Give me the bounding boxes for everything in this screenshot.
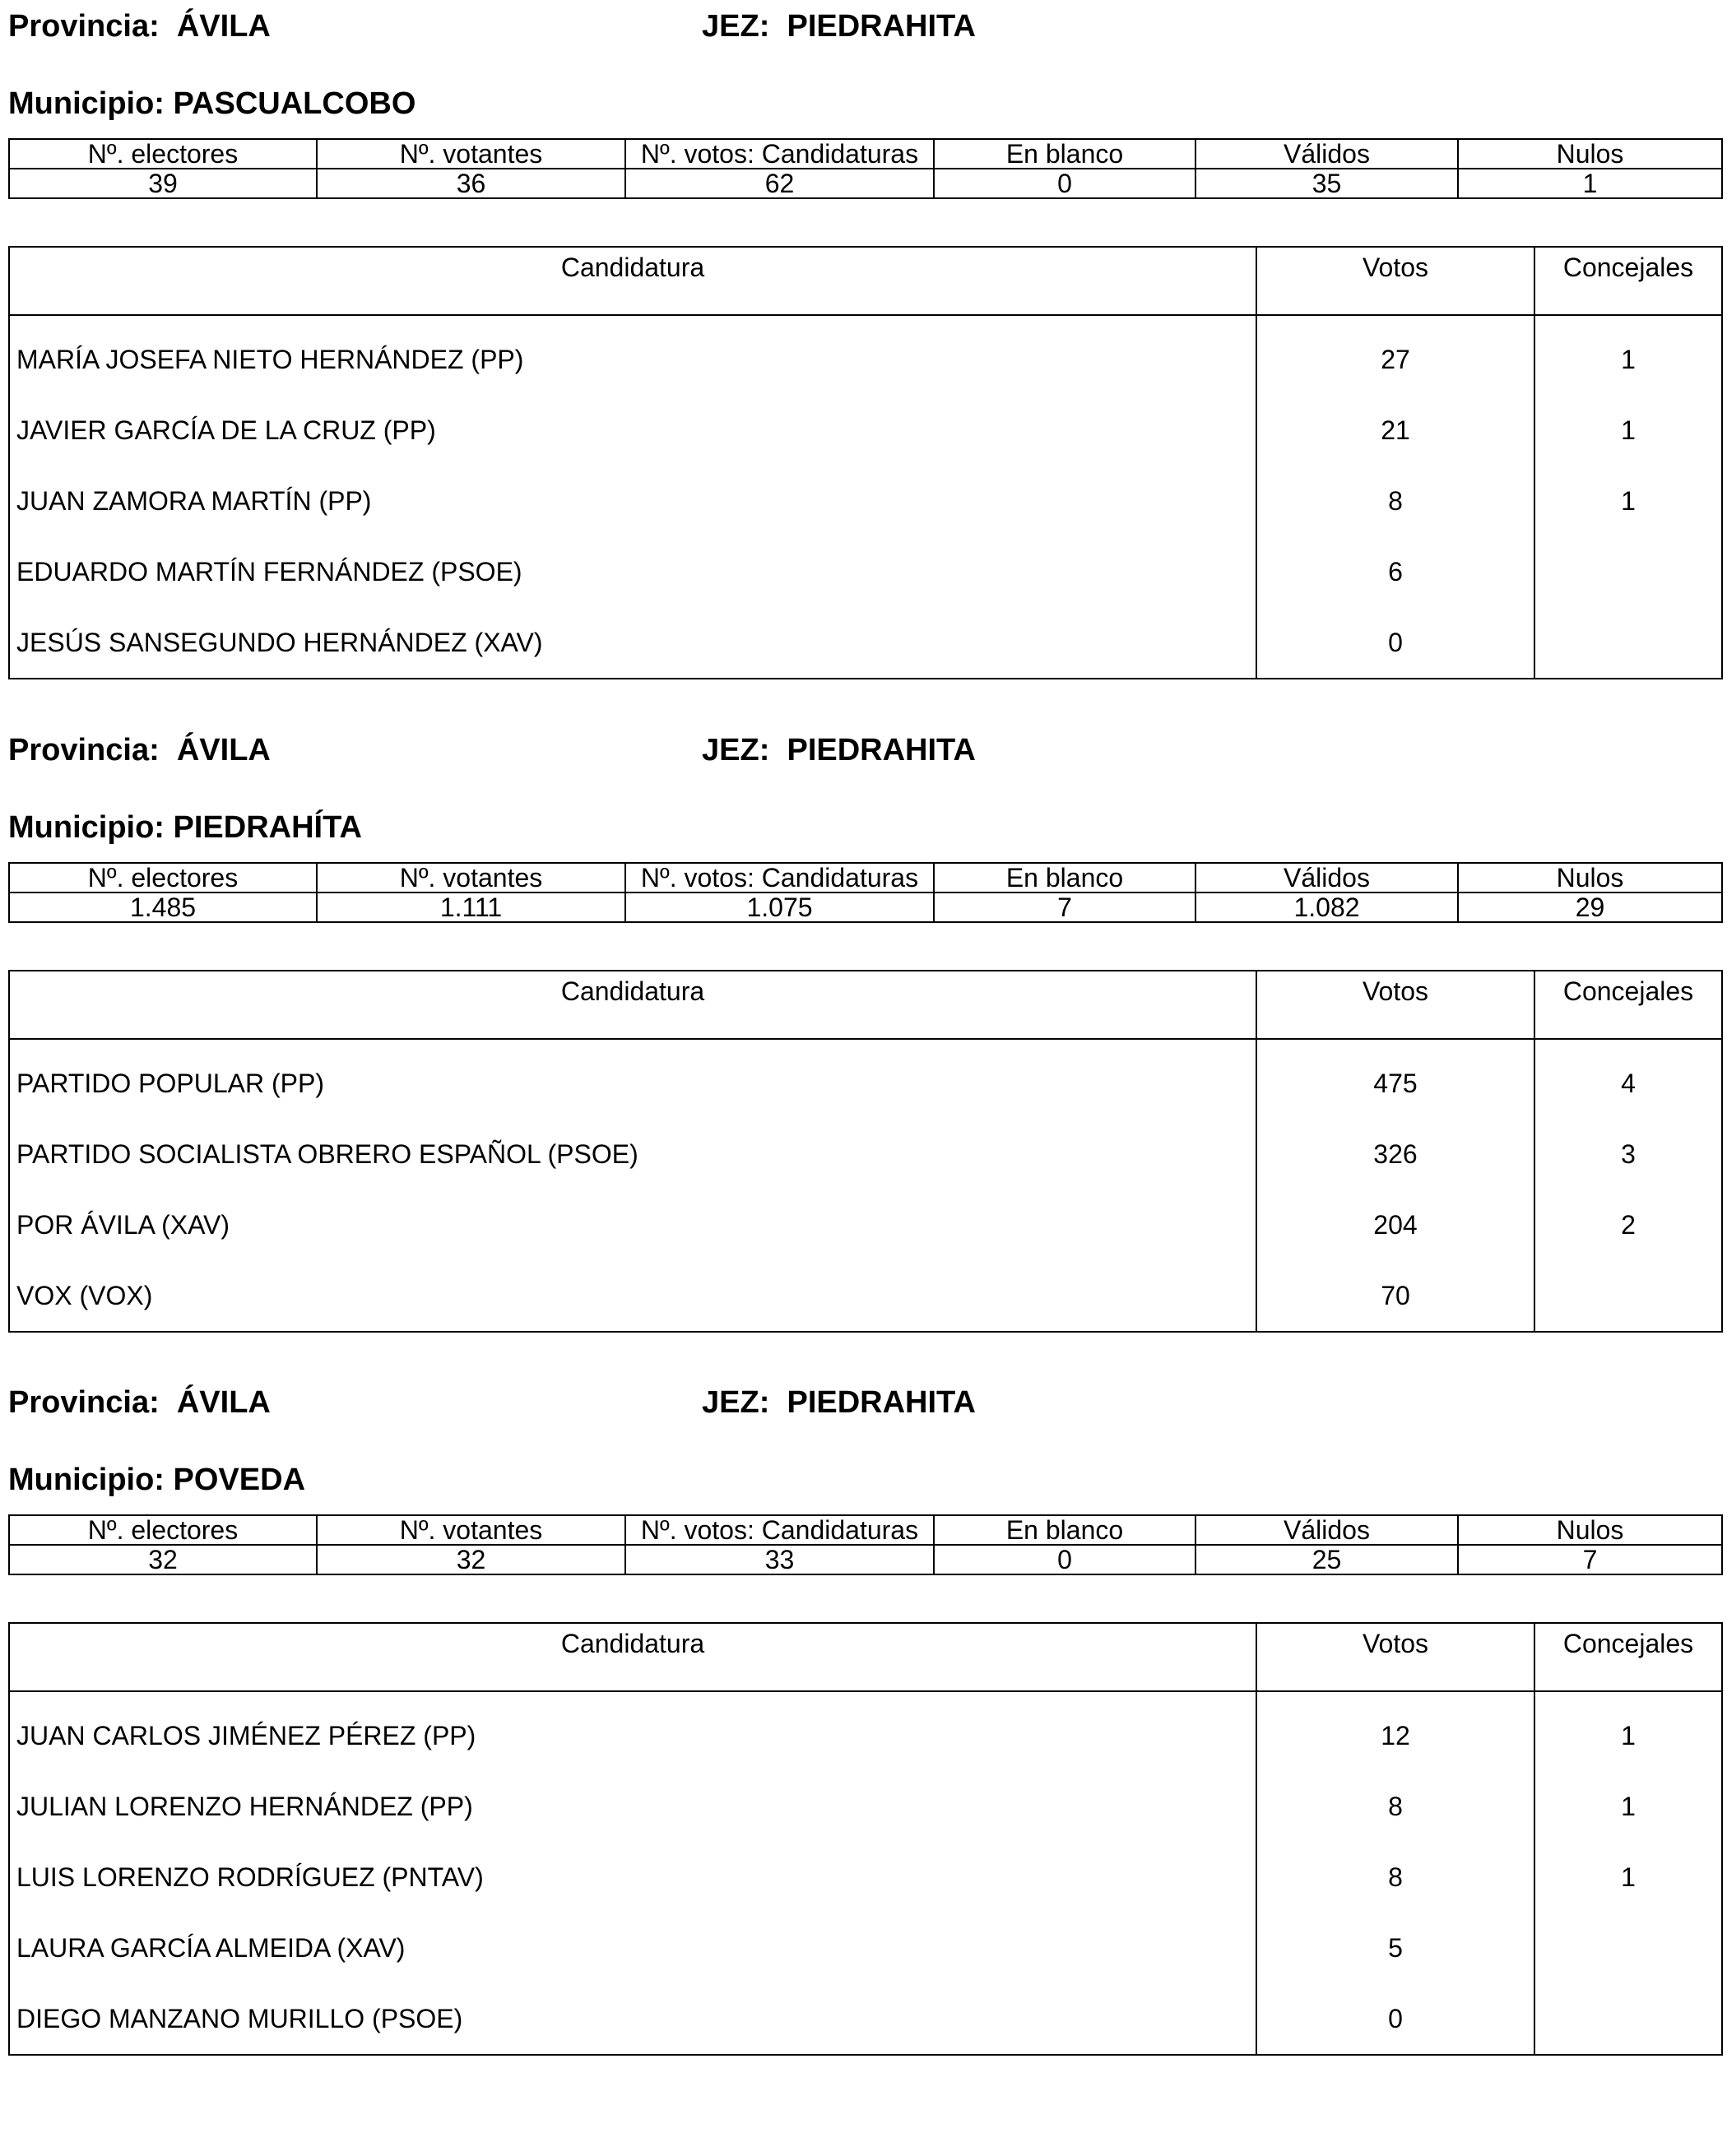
candidate-name: PARTIDO SOCIALISTA OBRERO ESPAÑOL (PSOE)	[9, 1119, 1256, 1189]
stats-value-nulos: 7	[1458, 1545, 1722, 1574]
candidate-votos: 8	[1256, 466, 1534, 536]
candidate-concejales: 1	[1534, 315, 1722, 395]
provincia-label: Provincia:	[8, 733, 160, 767]
jez-group	[702, 7, 976, 46]
stats-header-votos-candidaturas: Nº. votos: Candidaturas	[625, 863, 934, 893]
candidate-votos: 70	[1256, 1260, 1534, 1332]
table-row	[9, 536, 1722, 607]
header-concejales: Concejales	[1534, 971, 1722, 1039]
stats-header-en-blanco: En blanco	[934, 1515, 1195, 1545]
stats-header-en-blanco: En blanco	[934, 863, 1195, 893]
jez-value: PIEDRAHITA	[787, 9, 976, 44]
stats-header-votos-candidaturas: Nº. votos: Candidaturas	[625, 1515, 934, 1545]
candidate-name: DIEGO MANZANO MURILLO (PSOE)	[9, 1983, 1256, 2055]
header-concejales: Concejales	[1534, 1623, 1722, 1691]
municipio-label: Municipio:	[8, 810, 165, 845]
candidate-votos: 21	[1256, 395, 1534, 466]
jez-label: JEZ:	[702, 733, 770, 767]
municipio-title	[8, 84, 416, 123]
provincia-value: ÁVILA	[176, 9, 271, 44]
candidate-votos: 12	[1256, 1691, 1534, 1771]
stats-table	[8, 138, 1723, 199]
stats-header-validos: Válidos	[1195, 139, 1458, 169]
candidate-concejales: 2	[1534, 1189, 1722, 1260]
table-row	[9, 1913, 1722, 1983]
table-row	[9, 395, 1722, 466]
stats-header-row	[9, 1515, 1722, 1545]
candidate-name: LAURA GARCÍA ALMEIDA (XAV)	[9, 1913, 1256, 1983]
candidate-concejales: 1	[1534, 466, 1722, 536]
provincia-value: ÁVILA	[176, 733, 271, 767]
candidate-name: LUIS LORENZO RODRÍGUEZ (PNTAV)	[9, 1842, 1256, 1913]
candidate-name: VOX (VOX)	[9, 1260, 1256, 1332]
stats-header-electores: Nº. electores	[9, 139, 317, 169]
stats-value-row	[9, 169, 1722, 198]
candidate-concejales	[1534, 607, 1722, 679]
candidate-name: JULIAN LORENZO HERNÁNDEZ (PP)	[9, 1771, 1256, 1842]
candidate-votos: 8	[1256, 1771, 1534, 1842]
stats-value-nulos: 29	[1458, 893, 1722, 922]
stats-header-votantes: Nº. votantes	[317, 1515, 625, 1545]
municipio-title	[8, 1460, 305, 1500]
table-row	[9, 1842, 1722, 1913]
stats-header-electores: Nº. electores	[9, 863, 317, 893]
table-row	[9, 1691, 1722, 1771]
section-header	[8, 7, 1721, 46]
municipio-value: POVEDA	[173, 1463, 306, 1497]
stats-header-votantes: Nº. votantes	[317, 863, 625, 893]
candidate-votos: 5	[1256, 1913, 1534, 1983]
candidate-concejales: 1	[1534, 1771, 1722, 1842]
stats-value-validos: 35	[1195, 169, 1458, 198]
header-candidatura: Candidatura	[9, 971, 1256, 1039]
stats-value-en-blanco: 0	[934, 1545, 1195, 1574]
table-row	[9, 607, 1722, 679]
candidates-table	[8, 1622, 1723, 2056]
stats-header-nulos: Nulos	[1458, 139, 1722, 169]
candidate-concejales	[1534, 536, 1722, 607]
candidate-concejales: 1	[1534, 1691, 1722, 1771]
candidates-header-row	[9, 1623, 1722, 1691]
stats-header-nulos: Nulos	[1458, 863, 1722, 893]
candidate-concejales: 3	[1534, 1119, 1722, 1189]
table-row	[9, 1771, 1722, 1842]
candidate-name: JUAN CARLOS JIMÉNEZ PÉREZ (PP)	[9, 1691, 1256, 1771]
stats-value-votos-candidaturas: 33	[625, 1545, 934, 1574]
stats-value-votantes: 36	[317, 169, 625, 198]
candidate-votos: 27	[1256, 315, 1534, 395]
stats-value-electores: 1.485	[9, 893, 317, 922]
candidate-votos: 204	[1256, 1189, 1534, 1260]
jez-label: JEZ:	[702, 9, 770, 44]
stats-header-validos: Válidos	[1195, 863, 1458, 893]
section-header	[8, 1383, 1721, 1422]
stats-value-nulos: 1	[1458, 169, 1722, 198]
stats-header-nulos: Nulos	[1458, 1515, 1722, 1545]
municipio-label: Municipio:	[8, 1463, 165, 1497]
header-candidatura: Candidatura	[9, 1623, 1256, 1691]
provincia-value: ÁVILA	[176, 1385, 271, 1420]
candidate-concejales: 1	[1534, 1842, 1722, 1913]
candidate-concejales	[1534, 1260, 1722, 1332]
jez-label: JEZ:	[702, 1385, 770, 1420]
candidates-header-row	[9, 247, 1722, 315]
candidate-concejales	[1534, 1913, 1722, 1983]
candidate-name: POR ÁVILA (XAV)	[9, 1189, 1256, 1260]
candidate-name: JESÚS SANSEGUNDO HERNÁNDEZ (XAV)	[9, 607, 1256, 679]
candidates-table	[8, 970, 1723, 1333]
candidate-votos: 0	[1256, 607, 1534, 679]
stats-value-en-blanco: 7	[934, 893, 1195, 922]
municipio-value: PASCUALCOBO	[173, 86, 416, 121]
candidate-votos: 6	[1256, 536, 1534, 607]
stats-value-row	[9, 893, 1722, 922]
candidate-name: EDUARDO MARTÍN FERNÁNDEZ (PSOE)	[9, 536, 1256, 607]
candidate-votos: 0	[1256, 1983, 1534, 2055]
stats-header-row	[9, 863, 1722, 893]
stats-header-electores: Nº. electores	[9, 1515, 317, 1545]
jez-value: PIEDRAHITA	[787, 1385, 976, 1420]
table-row	[9, 1260, 1722, 1332]
header-votos: Votos	[1256, 971, 1534, 1039]
stats-header-en-blanco: En blanco	[934, 139, 1195, 169]
provincia-label: Provincia:	[8, 9, 160, 44]
stats-value-votos-candidaturas: 1.075	[625, 893, 934, 922]
candidate-name: PARTIDO POPULAR (PP)	[9, 1039, 1256, 1119]
candidate-name: JUAN ZAMORA MARTÍN (PP)	[9, 466, 1256, 536]
stats-header-votantes: Nº. votantes	[317, 139, 625, 169]
stats-table	[8, 1514, 1723, 1575]
candidate-votos: 475	[1256, 1039, 1534, 1119]
table-row	[9, 466, 1722, 536]
jez-value: PIEDRAHITA	[787, 733, 976, 767]
provincia-label: Provincia:	[8, 1385, 160, 1420]
section-header	[8, 730, 1721, 770]
stats-table	[8, 862, 1723, 923]
stats-value-votantes: 32	[317, 1545, 625, 1574]
stats-value-validos: 25	[1195, 1545, 1458, 1574]
stats-header-votos-candidaturas: Nº. votos: Candidaturas	[625, 139, 934, 169]
header-votos: Votos	[1256, 1623, 1534, 1691]
stats-value-row	[9, 1545, 1722, 1574]
stats-header-validos: Válidos	[1195, 1515, 1458, 1545]
header-votos: Votos	[1256, 247, 1534, 315]
stats-value-electores: 32	[9, 1545, 317, 1574]
candidate-concejales	[1534, 1983, 1722, 2055]
stats-header-row	[9, 139, 1722, 169]
candidate-name: JAVIER GARCÍA DE LA CRUZ (PP)	[9, 395, 1256, 466]
jez-group	[702, 730, 976, 770]
candidate-name: MARÍA JOSEFA NIETO HERNÁNDEZ (PP)	[9, 315, 1256, 395]
candidate-concejales: 1	[1534, 395, 1722, 466]
stats-value-votos-candidaturas: 62	[625, 169, 934, 198]
candidate-votos: 8	[1256, 1842, 1534, 1913]
municipio-value: PIEDRAHÍTA	[173, 810, 362, 845]
stats-value-en-blanco: 0	[934, 169, 1195, 198]
table-row	[9, 1039, 1722, 1119]
header-candidatura: Candidatura	[9, 247, 1256, 315]
table-row	[9, 1189, 1722, 1260]
table-row	[9, 1119, 1722, 1189]
header-concejales: Concejales	[1534, 247, 1722, 315]
candidates-table	[8, 246, 1723, 679]
candidate-votos: 326	[1256, 1119, 1534, 1189]
municipio-label: Municipio:	[8, 86, 165, 121]
stats-value-votantes: 1.111	[317, 893, 625, 922]
candidate-concejales: 4	[1534, 1039, 1722, 1119]
stats-value-validos: 1.082	[1195, 893, 1458, 922]
municipio-title	[8, 808, 362, 847]
candidates-header-row	[9, 971, 1722, 1039]
table-row	[9, 315, 1722, 395]
table-row	[9, 1983, 1722, 2055]
jez-group	[702, 1383, 976, 1422]
stats-value-electores: 39	[9, 169, 317, 198]
